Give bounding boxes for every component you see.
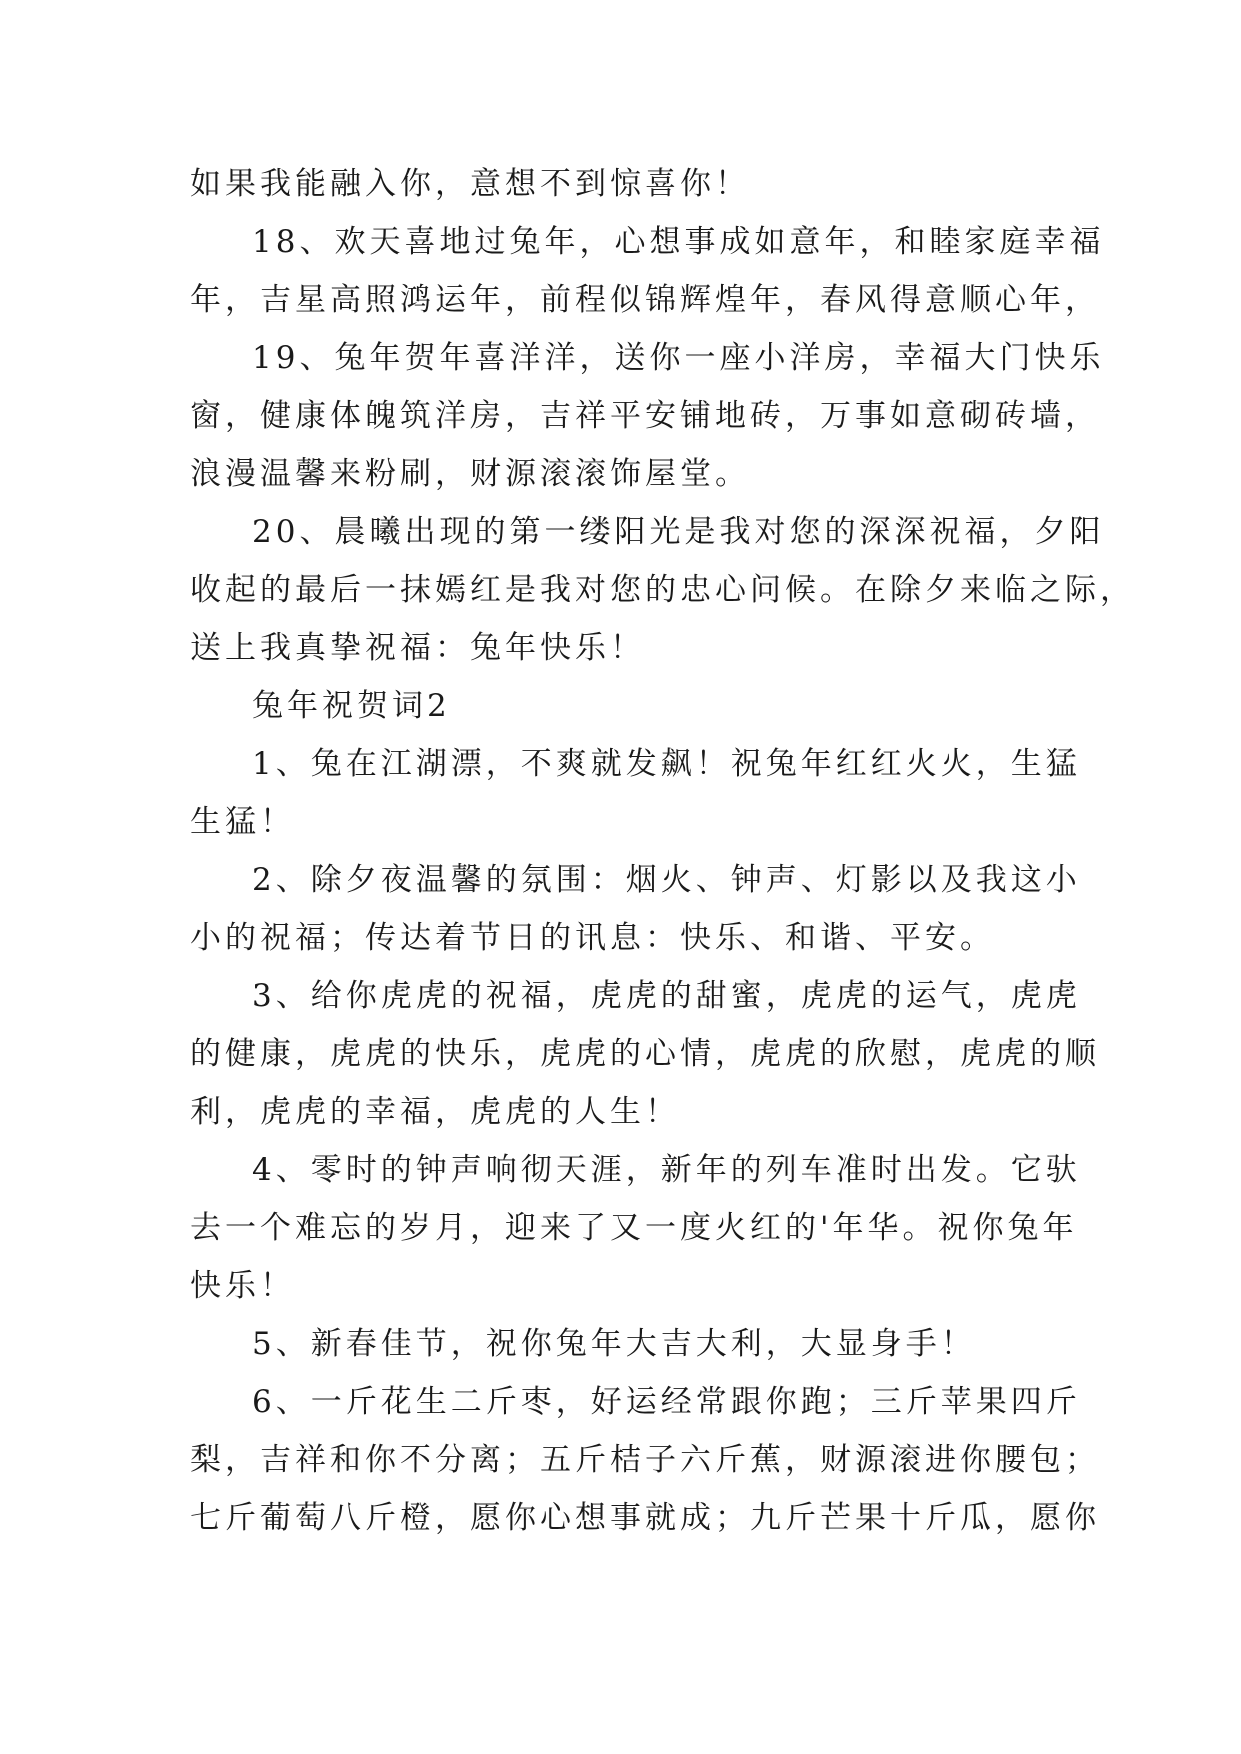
- text-line: 19、兔年贺年喜洋洋，送你一座小洋房，幸福大门快乐: [252, 340, 1105, 376]
- text-line: 5、新春佳节，祝你兔年大吉大利，大显身手！: [252, 1326, 976, 1362]
- text-line: 6、一斤花生二斤枣，好运经常跟你跑；三斤苹果四斤: [252, 1384, 1081, 1420]
- section-heading: 兔年祝贺词2: [252, 688, 451, 724]
- text-line: 小的祝福；传达着节日的讯息：快乐、和谐、平安。: [190, 920, 995, 956]
- text-line: 18、欢天喜地过兔年，心想事成如意年，和睦家庭幸福: [252, 224, 1105, 260]
- text-line: 浪漫温馨来粉刷，财源滚滚饰屋堂。: [190, 456, 750, 492]
- text-line: 4、零时的钟声响彻天涯，新年的列车准时出发。它驮: [252, 1152, 1081, 1188]
- text-line: 梨，吉祥和你不分离；五斤桔子六斤蕉，财源滚进你腰包；: [190, 1442, 1100, 1478]
- text-line: 快乐！: [190, 1268, 295, 1304]
- text-line: 1、兔在江湖漂，不爽就发飙！祝兔年红红火火，生猛: [252, 746, 1081, 782]
- text-line: 去一个难忘的岁月，迎来了又一度火红的'年华。祝你兔年: [190, 1210, 1078, 1246]
- text-line: 3、给你虎虎的祝福，虎虎的甜蜜，虎虎的运气，虎虎: [252, 978, 1081, 1014]
- text-line: 的健康，虎虎的快乐，虎虎的心情，虎虎的欣慰，虎虎的顺: [190, 1036, 1100, 1072]
- text-line: 2、除夕夜温馨的氛围：烟火、钟声、灯影以及我这小: [252, 862, 1081, 898]
- text-line: 收起的最后一抹嫣红是我对您的忠心问候。在除夕来临之际，: [190, 572, 1135, 608]
- text-line: 七斤葡萄八斤橙，愿你心想事就成；九斤芒果十斤瓜，愿你: [190, 1500, 1100, 1536]
- text-line: 生猛！: [190, 804, 295, 840]
- text-line: 送上我真挚祝福：兔年快乐！: [190, 630, 645, 666]
- text-line: 20、晨曦出现的第一缕阳光是我对您的深深祝福，夕阳: [252, 514, 1105, 550]
- text-line: 年，吉星高照鸿运年，前程似锦辉煌年，春风得意顺心年，: [190, 282, 1100, 318]
- text-line: 如果我能融入你，意想不到惊喜你！: [190, 166, 750, 202]
- text-line: 利，虎虎的幸福，虎虎的人生！: [190, 1094, 680, 1130]
- text-line: 窗，健康体魄筑洋房，吉祥平安铺地砖，万事如意砌砖墙，: [190, 398, 1100, 434]
- document-body: [190, 155, 1135, 1547]
